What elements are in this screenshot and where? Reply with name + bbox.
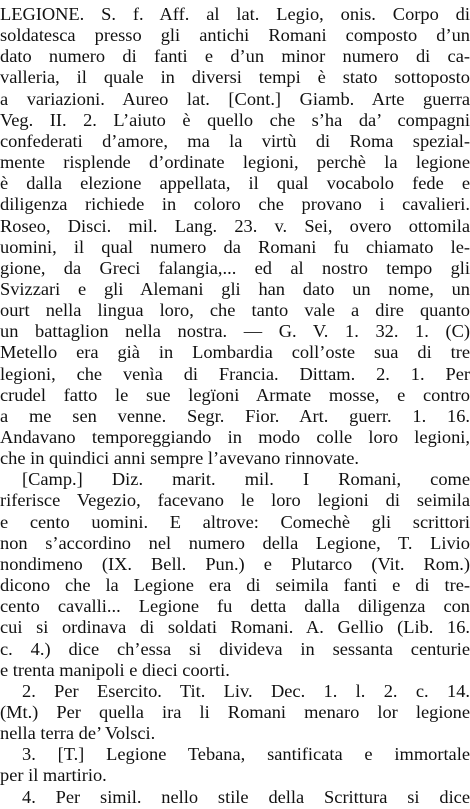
entry-line-text: c. 4.) dice ch’essa si divideva in sessanta centurie <box>0 638 470 659</box>
entry-line <box>0 785 470 809</box>
entry-line-text: confederati d’amore, ma la virtù di Roma spezial- <box>0 130 470 151</box>
entry-line-text: cui si ordinava di soldati Romani. A. Gellio (Lib. 16. <box>0 617 470 638</box>
entry-line-text: soldatesca presso gli antichi Romani composto d’un <box>0 25 470 46</box>
entry-line-text: [Camp.] Diz. marit. mil. I Romani, come <box>22 469 470 490</box>
entry-line-text: mente risplende d’ordinate legioni, perchè la legione <box>0 152 470 173</box>
entry-line-text: è dalla elezione appellata, il qual vocabolo fede e <box>0 173 470 194</box>
entry-line-text: un battaglion nella nostra. — G. V. 1. 32. 1. (C) <box>0 321 470 342</box>
entry-line-text: dato numero di fanti e d’un minor numero di ca- <box>0 46 470 67</box>
entry-line-text: per il martirio. <box>0 765 107 786</box>
entry-line-text: a variazioni. Aureo lat. [Cont.] Giamb. Arte guerra <box>0 88 470 109</box>
entry-line-text: riferisce Vegezio, facevano le loro legioni di seimila <box>0 490 470 511</box>
entry-line-text: Svizzari e gli Alemani gli han dato un nome, un <box>0 278 470 299</box>
entry-line-text: nella terra de’ Volsci. <box>0 723 156 744</box>
entry-line-text: 4. Per simil. nello stile della Scrittura si dice <box>22 786 470 807</box>
entry-line-text: 3. [T.] Legione Tebana, santificata e immortale <box>22 744 470 765</box>
entry-line-text: e cento uomini. E altrove: Comechè gli scrittori <box>0 511 470 532</box>
entry-line-text: nondimeno (IX. Bell. Pun.) e Plutarco (Vit. Rom.) <box>0 553 470 574</box>
entry-line-text: Metello era già in Lombardia coll’oste sua di tre <box>0 342 470 363</box>
entry-line-text: Veg. II. 2. L’aiuto è quello che s’ha da’ compagni <box>0 109 470 130</box>
entry-line-text: ourt nella lingua loro, che tanto vale a dire quanto <box>0 300 470 321</box>
entry-line-text: legioni, che venìa di Francia. Dittam. 2. 1. Per <box>0 363 470 384</box>
entry-line-text: uomini, il qual numero da Romani fu chiamato le- <box>0 236 470 257</box>
entry-line-text: non s’accordino nel numero della Legione, T. Livio <box>0 532 470 553</box>
entry-line-text: Andavano temporeggiando in modo colle loro legioni, <box>0 427 470 447</box>
entry-line-text: valleria, il quale in diversi tempi è stato sottoposto <box>0 67 470 88</box>
entry-line-text: che in quindici anni sempre l’avevano rinnovate. <box>0 448 360 469</box>
entry-line-text: LEGIONE. S. f. Aff. al lat. Legio, onis. Corpo di <box>0 4 470 24</box>
entry-line-text: Roseo, Disci. mil. Lang. 23. v. Sei, overo ottomila <box>0 215 470 236</box>
entry-line-text: e trenta manipoli e dieci coorti. <box>0 659 230 680</box>
entry-line-text: crudel fatto le sue legïoni Armate mosse, e contro <box>0 384 470 405</box>
entry-line-text: a me sen venne. Segr. Fior. Art. guerr. 1. 16. <box>0 405 470 426</box>
entry-line-text: dicono che la Legione era di seimila fanti e di tre- <box>0 575 470 596</box>
entry-line-text: (Mt.) Per quella ira li Romani menaro lor legione <box>0 701 470 722</box>
entry-line-text: gione, da Greci falangia,... ed al nostro tempo gli <box>0 257 470 278</box>
entry-line-text: cento cavalli... Legione fu detta dalla diligenza con <box>0 596 470 617</box>
entry-line-text: 2. Per Esercito. Tit. Liv. Dec. 1. l. 2. c. 14. <box>22 680 470 701</box>
entry-line-text: diligenza richiede in coloro che provano i cavalieri. <box>0 194 470 215</box>
